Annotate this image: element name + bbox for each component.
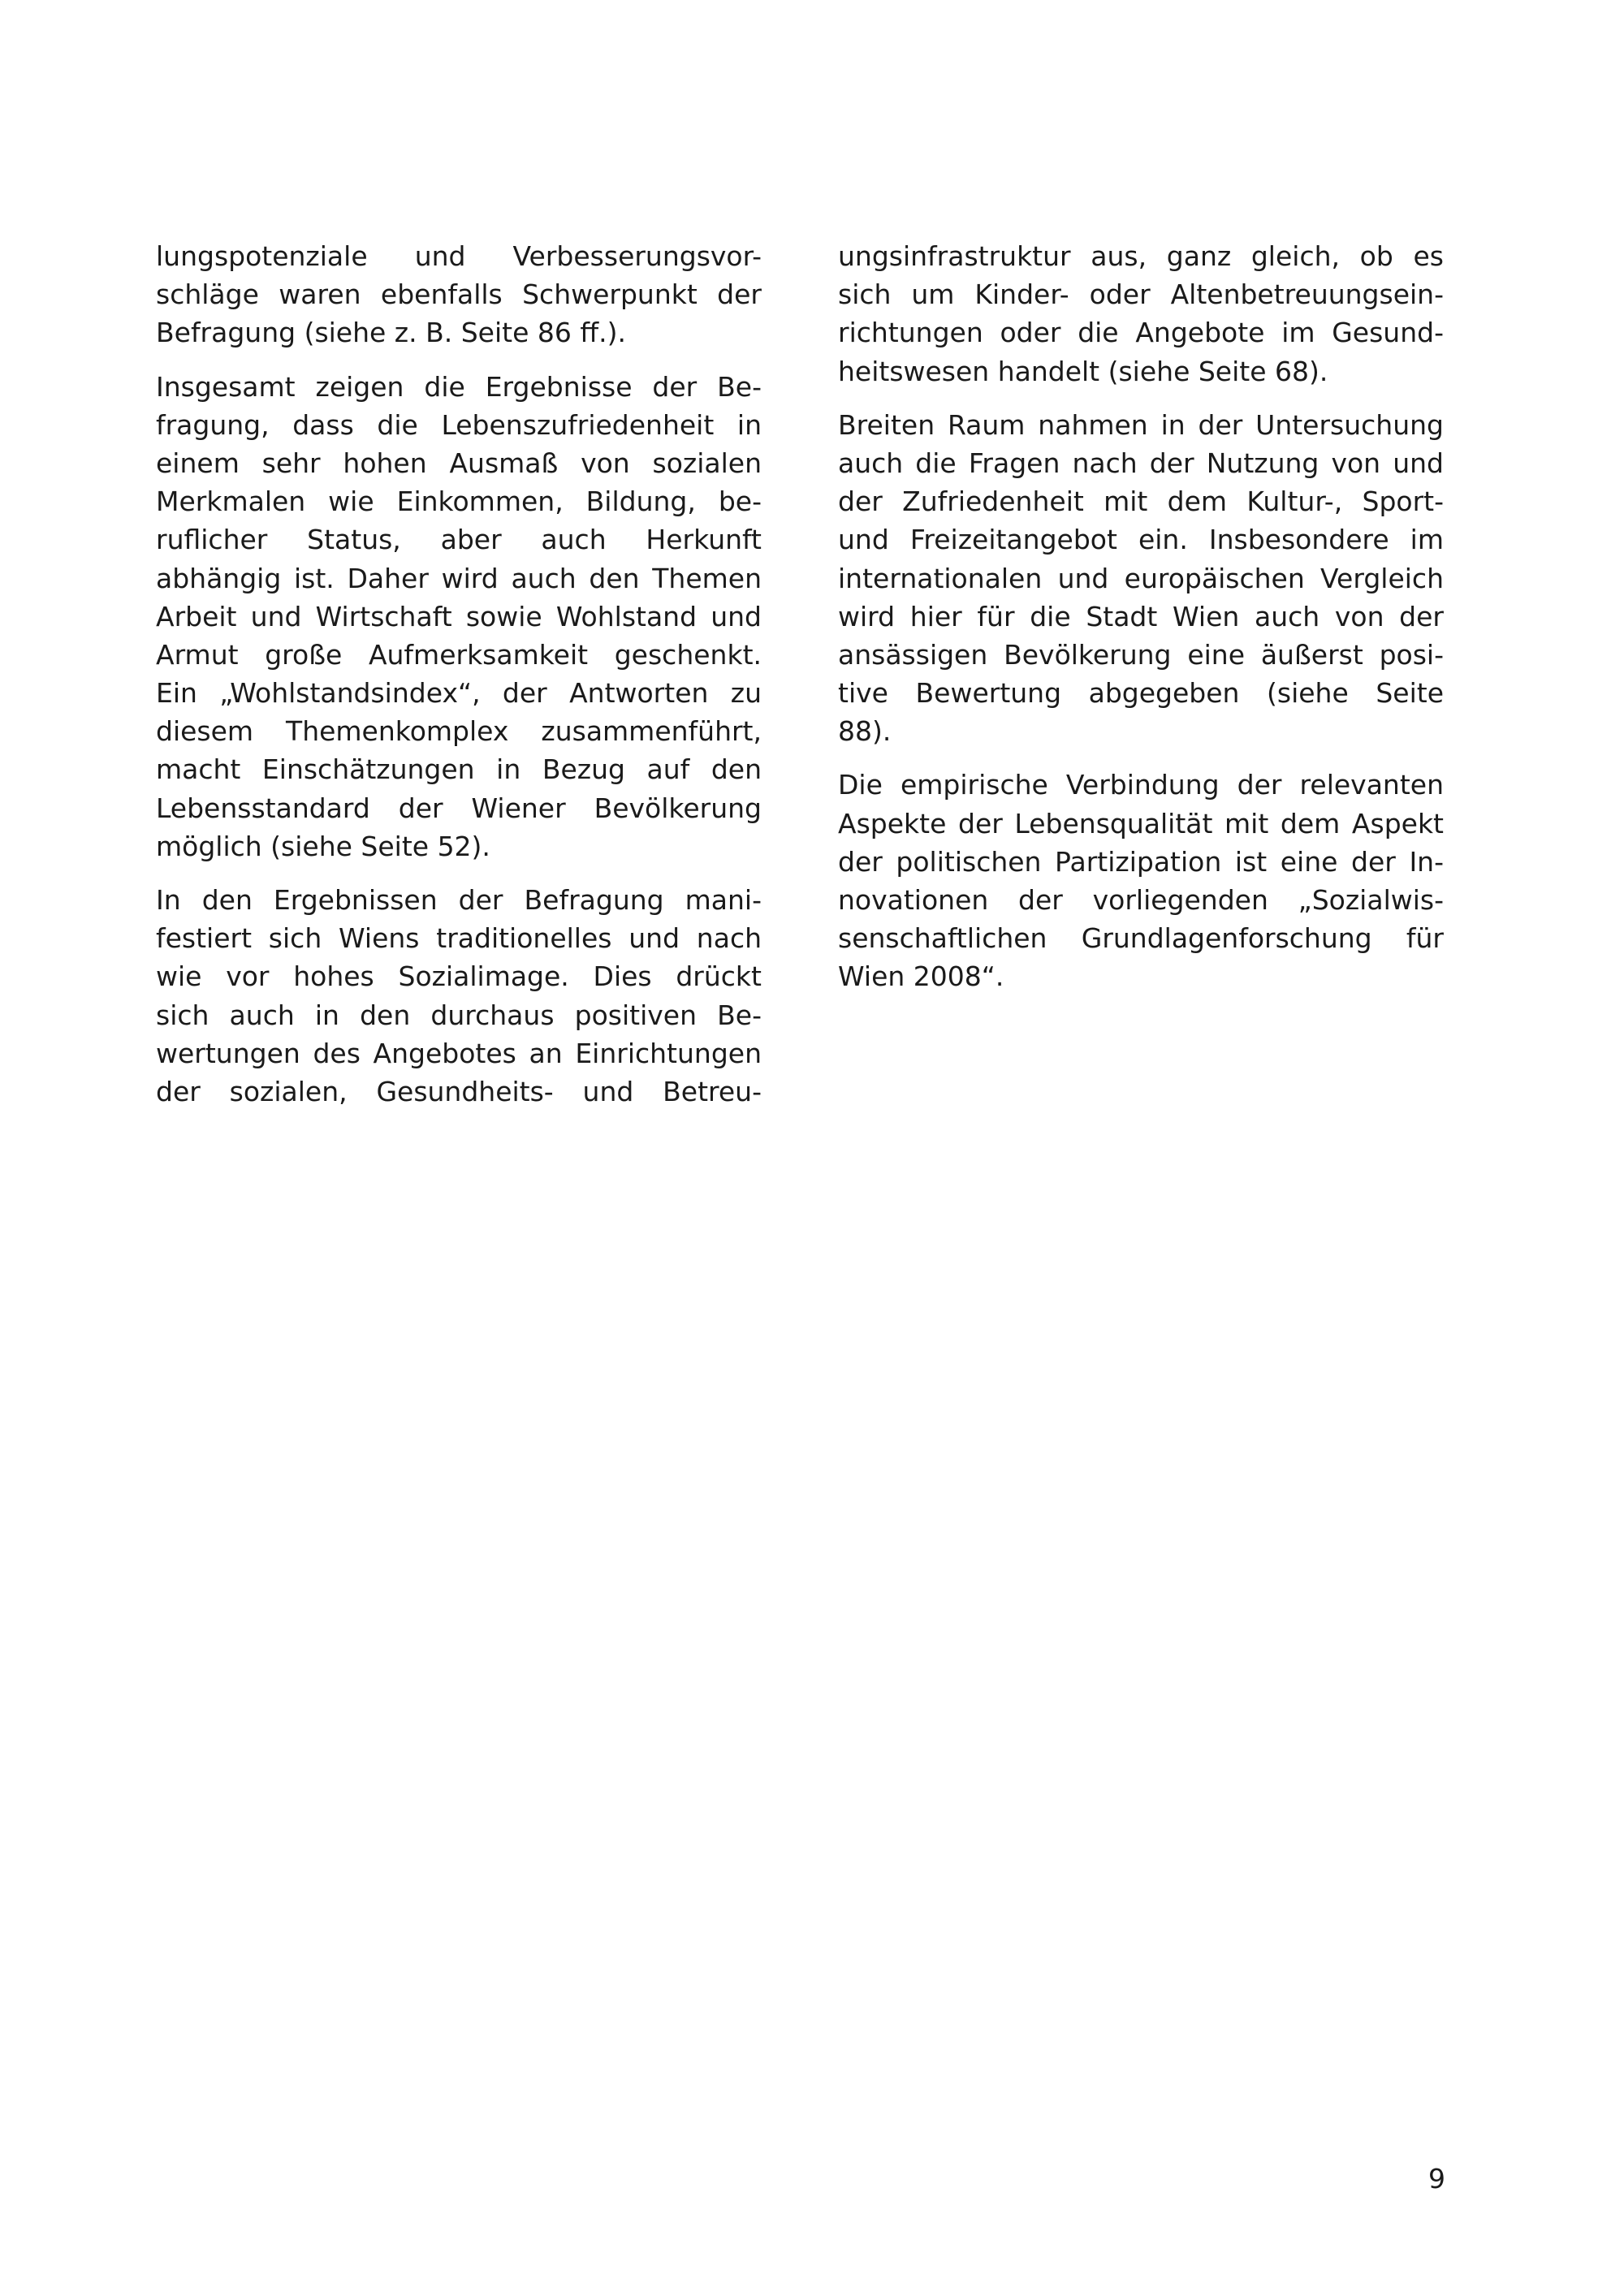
text-line: abhängig ist. Daher wird auch den Themen bbox=[156, 562, 762, 594]
text-line: macht Einschätzungen in Bezug auf den bbox=[156, 753, 762, 786]
text-line: fragung, dass die Lebenszufriedenheit in bbox=[156, 408, 762, 441]
text-line: der Zufriedenheit mit dem Kultur-, Sport- bbox=[838, 486, 1444, 518]
text-line: Aspekte der Lebensqualität mit dem Aspekt bbox=[838, 807, 1444, 839]
text-line: lungspotenziale und Verbesserungsvor- bbox=[156, 240, 762, 272]
text-line: Befragung (siehe z. B. Seite 86 ff.). bbox=[156, 317, 626, 349]
text-line: ungsinfrastruktur aus, ganz gleich, ob es bbox=[838, 240, 1444, 272]
text-line: ansässigen Bevölkerung eine äußerst posi- bbox=[838, 638, 1444, 671]
text-line: möglich (siehe Seite 52). bbox=[156, 830, 490, 862]
text-line: diesem Themenkomplex zusammenführt, bbox=[156, 715, 762, 748]
text-line: ruflicher Status, aber auch Herkunft bbox=[156, 524, 762, 556]
text-line: sich um Kinder- oder Altenbetreuungsein- bbox=[838, 278, 1444, 311]
text-line: der politischen Partizipation ist eine der In- bbox=[838, 845, 1444, 878]
text-line: Ein „Wohlstandsindex“, der Antworten zu bbox=[156, 677, 762, 710]
text-line: wie vor hohes Sozialimage. Dies drückt bbox=[156, 960, 762, 993]
left-column bbox=[156, 237, 762, 1126]
text-line: sich auch in den durchaus positiven Be- bbox=[156, 999, 762, 1031]
text-line: wird hier für die Stadt Wien auch von der bbox=[838, 600, 1444, 632]
text-line: wertungen des Angebotes an Einrichtungen bbox=[156, 1037, 762, 1069]
text-line: Die empirische Verbindung der relevanten bbox=[838, 769, 1444, 801]
paragraph bbox=[156, 881, 762, 1111]
text-line: Armut große Aufmerksamkeit geschenkt. bbox=[156, 638, 762, 671]
page-number: 9 bbox=[1428, 2163, 1445, 2195]
text-line: auch die Fragen nach der Nutzung von und bbox=[838, 447, 1444, 479]
paragraph bbox=[156, 237, 762, 352]
paragraph bbox=[156, 368, 762, 865]
text-line: tive Bewertung abgegeben (siehe Seite bbox=[838, 677, 1444, 710]
text-line: senschaftlichen Grundlagenforschung für bbox=[838, 922, 1444, 955]
text-line: der sozialen, Gesundheits- und Betreu- bbox=[156, 1075, 762, 1107]
paragraph bbox=[838, 766, 1444, 995]
text-line: schläge waren ebenfalls Schwerpunkt der bbox=[156, 278, 762, 311]
text-line: festiert sich Wiens traditionelles und nach bbox=[156, 922, 762, 955]
text-line: einem sehr hohen Ausmaß von sozialen bbox=[156, 447, 762, 479]
text-line: Insgesamt zeigen die Ergebnisse der Be- bbox=[156, 370, 762, 403]
text-line: Lebensstandard der Wiener Bevölkerung bbox=[156, 792, 762, 824]
text-line: Arbeit und Wirtschaft sowie Wohlstand und bbox=[156, 600, 762, 632]
text-line: internationalen und europäischen Vergleich bbox=[838, 562, 1444, 594]
text-line: und Freizeitangebot ein. Insbesondere im bbox=[838, 524, 1444, 556]
paragraph bbox=[838, 237, 1444, 391]
text-line: richtungen oder die Angebote im Gesund- bbox=[838, 317, 1444, 349]
right-column bbox=[838, 237, 1444, 1012]
text-line: In den Ergebnissen der Befragung mani- bbox=[156, 884, 762, 916]
text-line: novationen der vorliegenden „Sozialwis- bbox=[838, 884, 1444, 916]
paragraph bbox=[838, 406, 1444, 751]
text-line: Merkmalen wie Einkommen, Bildung, be- bbox=[156, 486, 762, 518]
text-line: heitswesen handelt (siehe Seite 68). bbox=[838, 355, 1328, 387]
text-line: 88). bbox=[838, 715, 892, 748]
text-line: Breiten Raum nahmen in der Untersuchung bbox=[838, 408, 1444, 441]
text-line: Wien 2008“. bbox=[838, 960, 1004, 993]
